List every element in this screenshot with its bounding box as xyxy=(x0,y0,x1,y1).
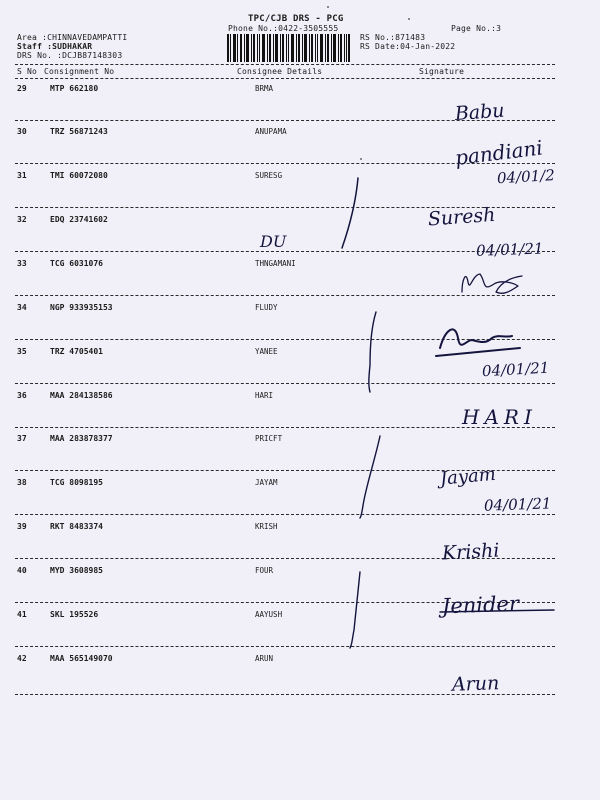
delivery-stroke-2 xyxy=(369,312,376,392)
signature-scribble xyxy=(462,274,522,293)
column-signature: Signature xyxy=(419,67,465,76)
row-sno: 42 xyxy=(17,654,27,663)
row-consignee: PRICFT xyxy=(255,434,283,443)
row-sno: 37 xyxy=(17,434,27,443)
row-consignment: MYD 3608985 xyxy=(50,566,103,575)
row-sno: 39 xyxy=(17,522,27,531)
row-consignment: SKL 195526 xyxy=(50,610,99,619)
scan-speck xyxy=(408,18,410,20)
row-consignee: YANEE xyxy=(255,347,278,356)
row-consignee: THNGAMANI xyxy=(255,259,296,268)
signature-jayam: Jayam xyxy=(439,463,497,490)
row-consignment: TMI 60072080 xyxy=(50,171,108,180)
row-consignee: FOUR xyxy=(255,566,274,575)
date-mark-1: 04/01/2 xyxy=(496,166,556,188)
row-sno: 32 xyxy=(17,215,27,224)
row-sno: 40 xyxy=(17,566,27,575)
date-mark-3: 04/01/21 xyxy=(481,358,550,381)
page-number: Page No.:3 xyxy=(451,24,502,33)
row-sno: 33 xyxy=(17,259,27,268)
phone-number: Phone No.:0422-3505555 xyxy=(228,24,339,33)
scan-speck xyxy=(327,6,329,8)
scan-speck xyxy=(360,158,362,160)
row-consignment: NGP 933935153 xyxy=(50,303,113,312)
row-consignment: RKT 8483374 xyxy=(50,522,103,531)
signature-suresh: Suresh xyxy=(427,203,497,231)
date-mark-4: 04/01/21 xyxy=(483,494,552,515)
row-consignment: TCG 8098195 xyxy=(50,478,103,487)
row-sno: 30 xyxy=(17,127,27,136)
signature-babu: Babu xyxy=(454,99,506,126)
date-mark-2: 04/01/21 xyxy=(475,239,544,260)
row-sno: 36 xyxy=(17,391,27,400)
row-consignee: ARUN xyxy=(255,654,274,663)
row-consignment: TCG 6031076 xyxy=(50,259,103,268)
staff-label: Staff :SUDHAKAR xyxy=(17,42,93,51)
row-consignee: AAYUSH xyxy=(255,610,283,619)
document-title: TPC/CJB DRS - PCG xyxy=(248,14,344,24)
row-sno: 35 xyxy=(17,347,27,356)
signature-underline xyxy=(436,348,520,356)
row-consignment: EDQ 23741602 xyxy=(50,215,108,224)
row-consignment: MAA 284138586 xyxy=(50,391,113,400)
row-consignment: TRZ 4705401 xyxy=(50,347,103,356)
row-sno: 41 xyxy=(17,610,27,619)
row-consignment: MAA 565149070 xyxy=(50,654,113,663)
row-sno: 31 xyxy=(17,171,27,180)
signature-row35 xyxy=(440,329,512,348)
drs-number: DRS No. :DCJB87148303 xyxy=(17,51,123,60)
row-consignee: HARI xyxy=(255,391,274,400)
column-consignment: Consignment No xyxy=(44,67,115,76)
row-sno: 29 xyxy=(17,84,27,93)
row-consignee: BRMA xyxy=(255,84,274,93)
column-sno: S No xyxy=(17,67,38,76)
signature-krishi: Krishi xyxy=(441,539,500,565)
row-consignee: KRISH xyxy=(255,522,278,531)
signature-hari: HARI xyxy=(462,405,537,429)
row-consignee: ANUPAMA xyxy=(255,127,287,136)
signature-arun: Arun xyxy=(451,672,500,696)
initials-mark: DU xyxy=(260,232,287,251)
area-label: Area :CHINNAVEDAMPATTI xyxy=(17,33,128,42)
rs-number: RS No.:871483 xyxy=(360,33,426,42)
row-consignment: MTP 662180 xyxy=(50,84,99,93)
delivery-stroke-4 xyxy=(350,572,360,648)
row-sno: 34 xyxy=(17,303,27,312)
rs-date: RS Date:04-Jan-2022 xyxy=(360,42,456,51)
delivery-stroke-3 xyxy=(360,436,380,518)
delivery-stroke-1 xyxy=(342,178,358,248)
row-consignee: FLUDY xyxy=(255,303,278,312)
signature-jenider: Jenider xyxy=(441,591,520,619)
row-sno: 38 xyxy=(17,478,27,487)
row-consignment: TRZ 56871243 xyxy=(50,127,108,136)
row-consignee: SURESG xyxy=(255,171,283,180)
row-consignee: JAYAM xyxy=(255,478,278,487)
row-consignment: MAA 283878377 xyxy=(50,434,113,443)
signature-pandiani: pandiani xyxy=(453,135,545,170)
column-consignee: Consignee Details xyxy=(237,67,323,76)
